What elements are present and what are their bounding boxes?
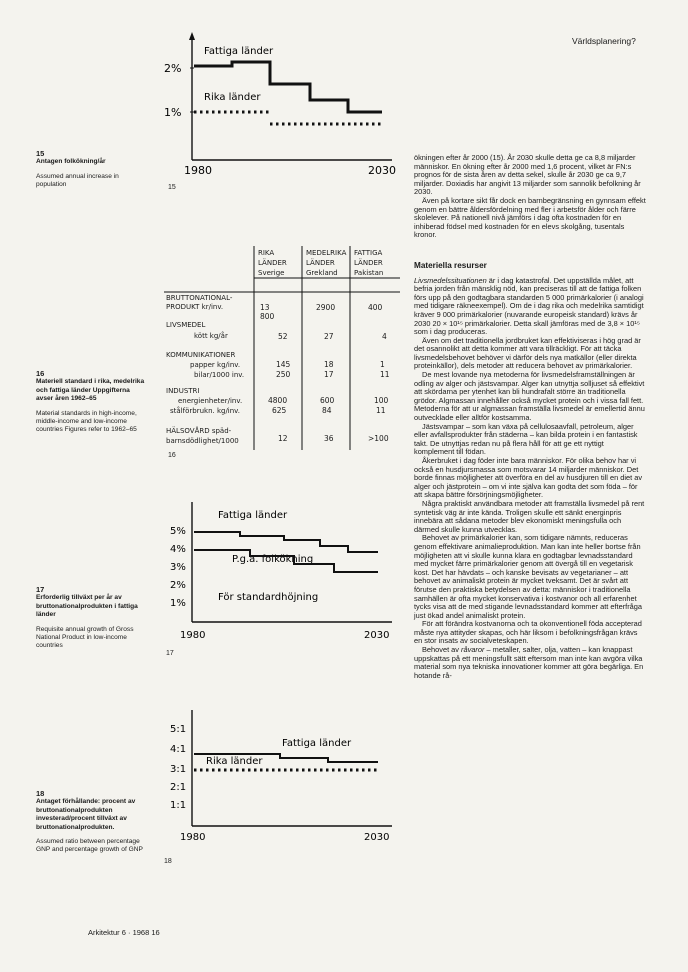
cell-food-rich: 52 (278, 332, 288, 341)
fig18-ytick-1: 1:1 (170, 800, 187, 811)
fig17-xtick-start: 1980 (180, 630, 206, 641)
fig18-caption (36, 790, 148, 855)
cell-industry-rich: 4800 625 (268, 396, 288, 415)
fig18-series-rich: Rika länder (206, 756, 263, 767)
cell-health-rich: 12 (278, 434, 288, 443)
fig17-chart (160, 496, 400, 648)
fig17-ytick-1: 1% (170, 598, 186, 609)
fig17-number: 17 (36, 585, 45, 594)
fig17-label-poor: Fattiga länder (218, 510, 288, 521)
fig15-xtick-start: 1980 (184, 164, 212, 177)
cell-comm-middle: 18 17 (324, 360, 334, 379)
fig15-caption-sv: Antagen folkökning/år (36, 158, 106, 166)
row-health-label: HÄLSOVÅRD späd- barnsdödlighet/1000 (166, 427, 239, 445)
fig15-ytick-1: 1% (164, 106, 182, 119)
paragraph: ökningen efter år 2000 (15). År 2030 skulle detta ge ca 8,8 miljarder människor. En ökning efter år 2000 med 1,6 procent, vilket är FN:s prognos för de sista åren av detta sekel, skulle år 2030 ge ca 9,7 miljarder. Doxiadis har angivit 13 miljarder som sannolik befolkning år 2030. (414, 153, 641, 197)
paragraph: Behovet av råvaror – metaller, salter, olja, vatten – kan knappast uppskattas på ett meningsfullt sätt eftersom man inte kan avgöra vilka material som nya tekniska innovationer kommer att göra begärliga. En hotande rå- (414, 645, 644, 680)
running-title: Världsplanering? (572, 36, 636, 46)
fig17-label-standard: För standardhöjning (218, 592, 319, 603)
fig17-caption-en: Requisite annual growth of Gross National Product in low-income countries (36, 625, 134, 650)
cell-comm-rich: 145 250 (276, 360, 291, 379)
fig15-line-poor (194, 62, 382, 112)
cell-food-poor: 4 (382, 332, 387, 341)
fig18-caption-sv: Antaget förhållande: procent av bruttonationalprodukten investerad/procent tillväxt av bruttonationalprodukten. (36, 798, 136, 831)
paragraph: Behovet av primärkalorier kan, som tidigare nämnts, reduceras genom effektivare animalieproduktion. Man kan inte heller bortse från möjligheten att vi skulle kunna klara en godtagbar levnadsstandard med mycket färre primärkalorier genom att övergå till en vegetarisk kost. Det har hävdats – och kanske bevisats av vegetarianer – att behovet av animaliskt protein är mycket tveksamt. Det är svårt att förutse den praktiska betydelsen av detta: människor i traditionella samhällen är ofta mycket konservativa i kostvanor och all erfarenhet tycks visa att de med stigande levnadsstandard kommer att efterfråga just ökad andel animaliskt protein. (414, 533, 642, 620)
paragraph: Livsmedelssituationen är i dag katastrofal. Det uppställda målet, att befria jorden från mänsklig nöd, kan preciseras till att de fattiga folken förs upp på den godtagbara standarden 5 000 primärkalorier (i analogi med tidigare räkneexempel). Om de i dag rika och medelrika samtidigt kräver 9 000 primärkalorier (nuvarande europeisk standard) krävs år 2030 20 × 10¹⁵ primärkalorier. Detta skall jämföras med de 3,8 × 10¹⁵ som i dag produceras. (414, 275, 644, 337)
fig17-xtick-end: 2030 (364, 630, 390, 641)
row-comm-label: KOMMUNIKATIONER papper kg/inv. bilar/1000 inv. (166, 351, 245, 379)
fig16-caption-en: Material standards in high-income, middle-income and low-income countries Figures refer to 1962–65 (36, 409, 137, 434)
fig17-caption (36, 586, 148, 651)
page-footer: Arkitektur 6 · 1968 16 (88, 928, 160, 937)
col-head-rich: RIKA LÄNDER Sverige (258, 249, 287, 277)
fig15-caption (36, 150, 148, 190)
fig17-label: 17 (166, 650, 174, 657)
fig15-label: 15 (168, 184, 176, 191)
fig15-xtick-end: 2030 (368, 164, 396, 177)
fig15-number: 15 (36, 149, 45, 158)
row-industry-label: INDUSTRI energienheter/inv. stålförbrukn. kg/inv. (166, 387, 243, 415)
row-gnp-label: BRUTTONATIONAL- PRODUKT kr/inv. (166, 294, 233, 311)
col-head-poor: FATTIGA LÄNDER Pakistan (354, 249, 384, 277)
fig17-label-pop: P.g.a. folkökning (232, 554, 314, 565)
fig15-ytick-2: 2% (164, 62, 182, 75)
fig18-chart (160, 706, 400, 846)
fig15-series-rich: Rika länder (204, 92, 261, 103)
fig16-caption-sv: Materiell standard i rika, medelrika och fattiga länder Uppgifterna avser åren 1962–65 (36, 378, 145, 403)
fig16-number: 16 (36, 369, 45, 378)
cell-health-poor: >100 (368, 434, 389, 443)
cell-health-middle: 36 (324, 434, 334, 443)
col-head-middle: MEDELRIKA LÄNDER Grekland (306, 249, 347, 277)
body-column (414, 154, 646, 680)
cell-gnp-poor: 400 (368, 303, 383, 312)
fig15-caption-en: Assumed annual increase in population (36, 172, 119, 189)
paragraph: Även på kortare sikt får dock en barnbegränsning en gynnsam effekt genom en bättre åldersfördelning med fler i arbetsför ålder och färre skolelever. På nationell nivå jämförs i dag ofta kostnaden för en inhiberad födsel med kostnaden för en elevs skolgång, tusentals kronor. (414, 195, 646, 240)
paragraph: Några praktiskt användbara metoder att framställa livsmedel på rent syntetisk väg är inte kända. Troligen skulle ett sänkt energinpris innebära att sådana metoder blev ekonomiskt meningsfulla och därmed skulle kunna utvecklas. (414, 498, 645, 534)
fig16-label: 16 (168, 452, 176, 459)
fig17-caption-sv: Erforderlig tillväxt per år av bruttonationalprodukten i fattiga länder (36, 594, 138, 619)
fig18-label: 18 (164, 858, 172, 865)
fig18-caption-en: Assumed ratio between percentage GNP and percentage growth of GNP (36, 838, 143, 854)
cell-gnp-middle: 2900 (316, 303, 336, 312)
fig18-xtick-end: 2030 (364, 832, 390, 843)
fig17-ytick-3: 3% (170, 562, 186, 573)
paragraph: Även om det traditionella jordbruket kan effektiviseras i hög grad är det osannolikt att detta kommer att vara tillräckligt. För att täcka livsmedelsbehovet behöver vi därför dels nya matkällor (eller direkta proteinkällor), dels metoder att reducera behovet av primärkalorier. (414, 335, 641, 371)
fig18-xtick-start: 1980 (180, 832, 206, 843)
paragraph: För att förändra kostvanorna och ta okonventionell föda accepterad måste nya attityder skapas, och här liksom i befolkningsfrågan krävs en stor insats av socialveteskapen. (414, 619, 642, 646)
cell-industry-middle: 600 84 (320, 396, 335, 415)
fig16-caption (36, 370, 148, 435)
paragraph: De mest lovande nya metoderna för livsmedelsframställningen är odling av alger och jästsvampar. Alger kan utnyttja solljuset så effektivt att skördarna per ytenhet kan bli hundrafalt större än traditionella grödor. Algmassan innehåller också mycket protein och i vissa fall fett. Metoderna för att ur algmassan framställa livsmedel är emellertid ännu outvecklade eller alltför kostsamma. (414, 370, 645, 423)
cell-gnp-rich: 13 800 (260, 303, 275, 321)
fig18-ytick-2: 2:1 (170, 782, 187, 793)
fig18-series-poor: Fattiga länder (282, 738, 352, 749)
fig15-series-poor: Fattiga länder (204, 46, 274, 57)
paragraph: Jästsvampar – som kan växa på cellulosaavfall, petroleum, alger eller avfallsprodukter från städerna – kan bilda protein i en fantastisk takt. De utnyttjas redan nu på flera håll för att ge ett nyttigt komplement till födan. (414, 421, 638, 457)
fig17-ytick-2: 2% (170, 580, 186, 591)
cell-industry-poor: 100 11 (374, 396, 389, 415)
section-heading: Materiella resurser (414, 260, 487, 270)
row-food-label: LIVSMEDEL kött kg/år (166, 321, 228, 340)
cell-food-middle: 27 (324, 332, 334, 341)
fig17-ytick-5: 5% (170, 526, 186, 537)
cell-comm-poor: 1 11 (380, 360, 390, 379)
fig17-ytick-4: 4% (170, 544, 186, 555)
fig18-number: 18 (36, 789, 45, 798)
paragraph: Åkerbruket i dag föder inte bara människor. För olika behov har vi också en husdjursmassa som motsvarar 14 miljarder människor. Det borde finnas möjligheter att överföra en del av husdjuren till en diet av alger och jästprotein – om vi inte själva kan godta det som föda – för att skapa bättre försörjningsmöjligheter. (414, 456, 643, 500)
fig18-ytick-4: 4:1 (170, 744, 187, 755)
fig18-ytick-3: 3:1 (170, 764, 187, 775)
fig18-ytick-5: 5:1 (170, 724, 187, 735)
fig15-chart (160, 28, 400, 180)
